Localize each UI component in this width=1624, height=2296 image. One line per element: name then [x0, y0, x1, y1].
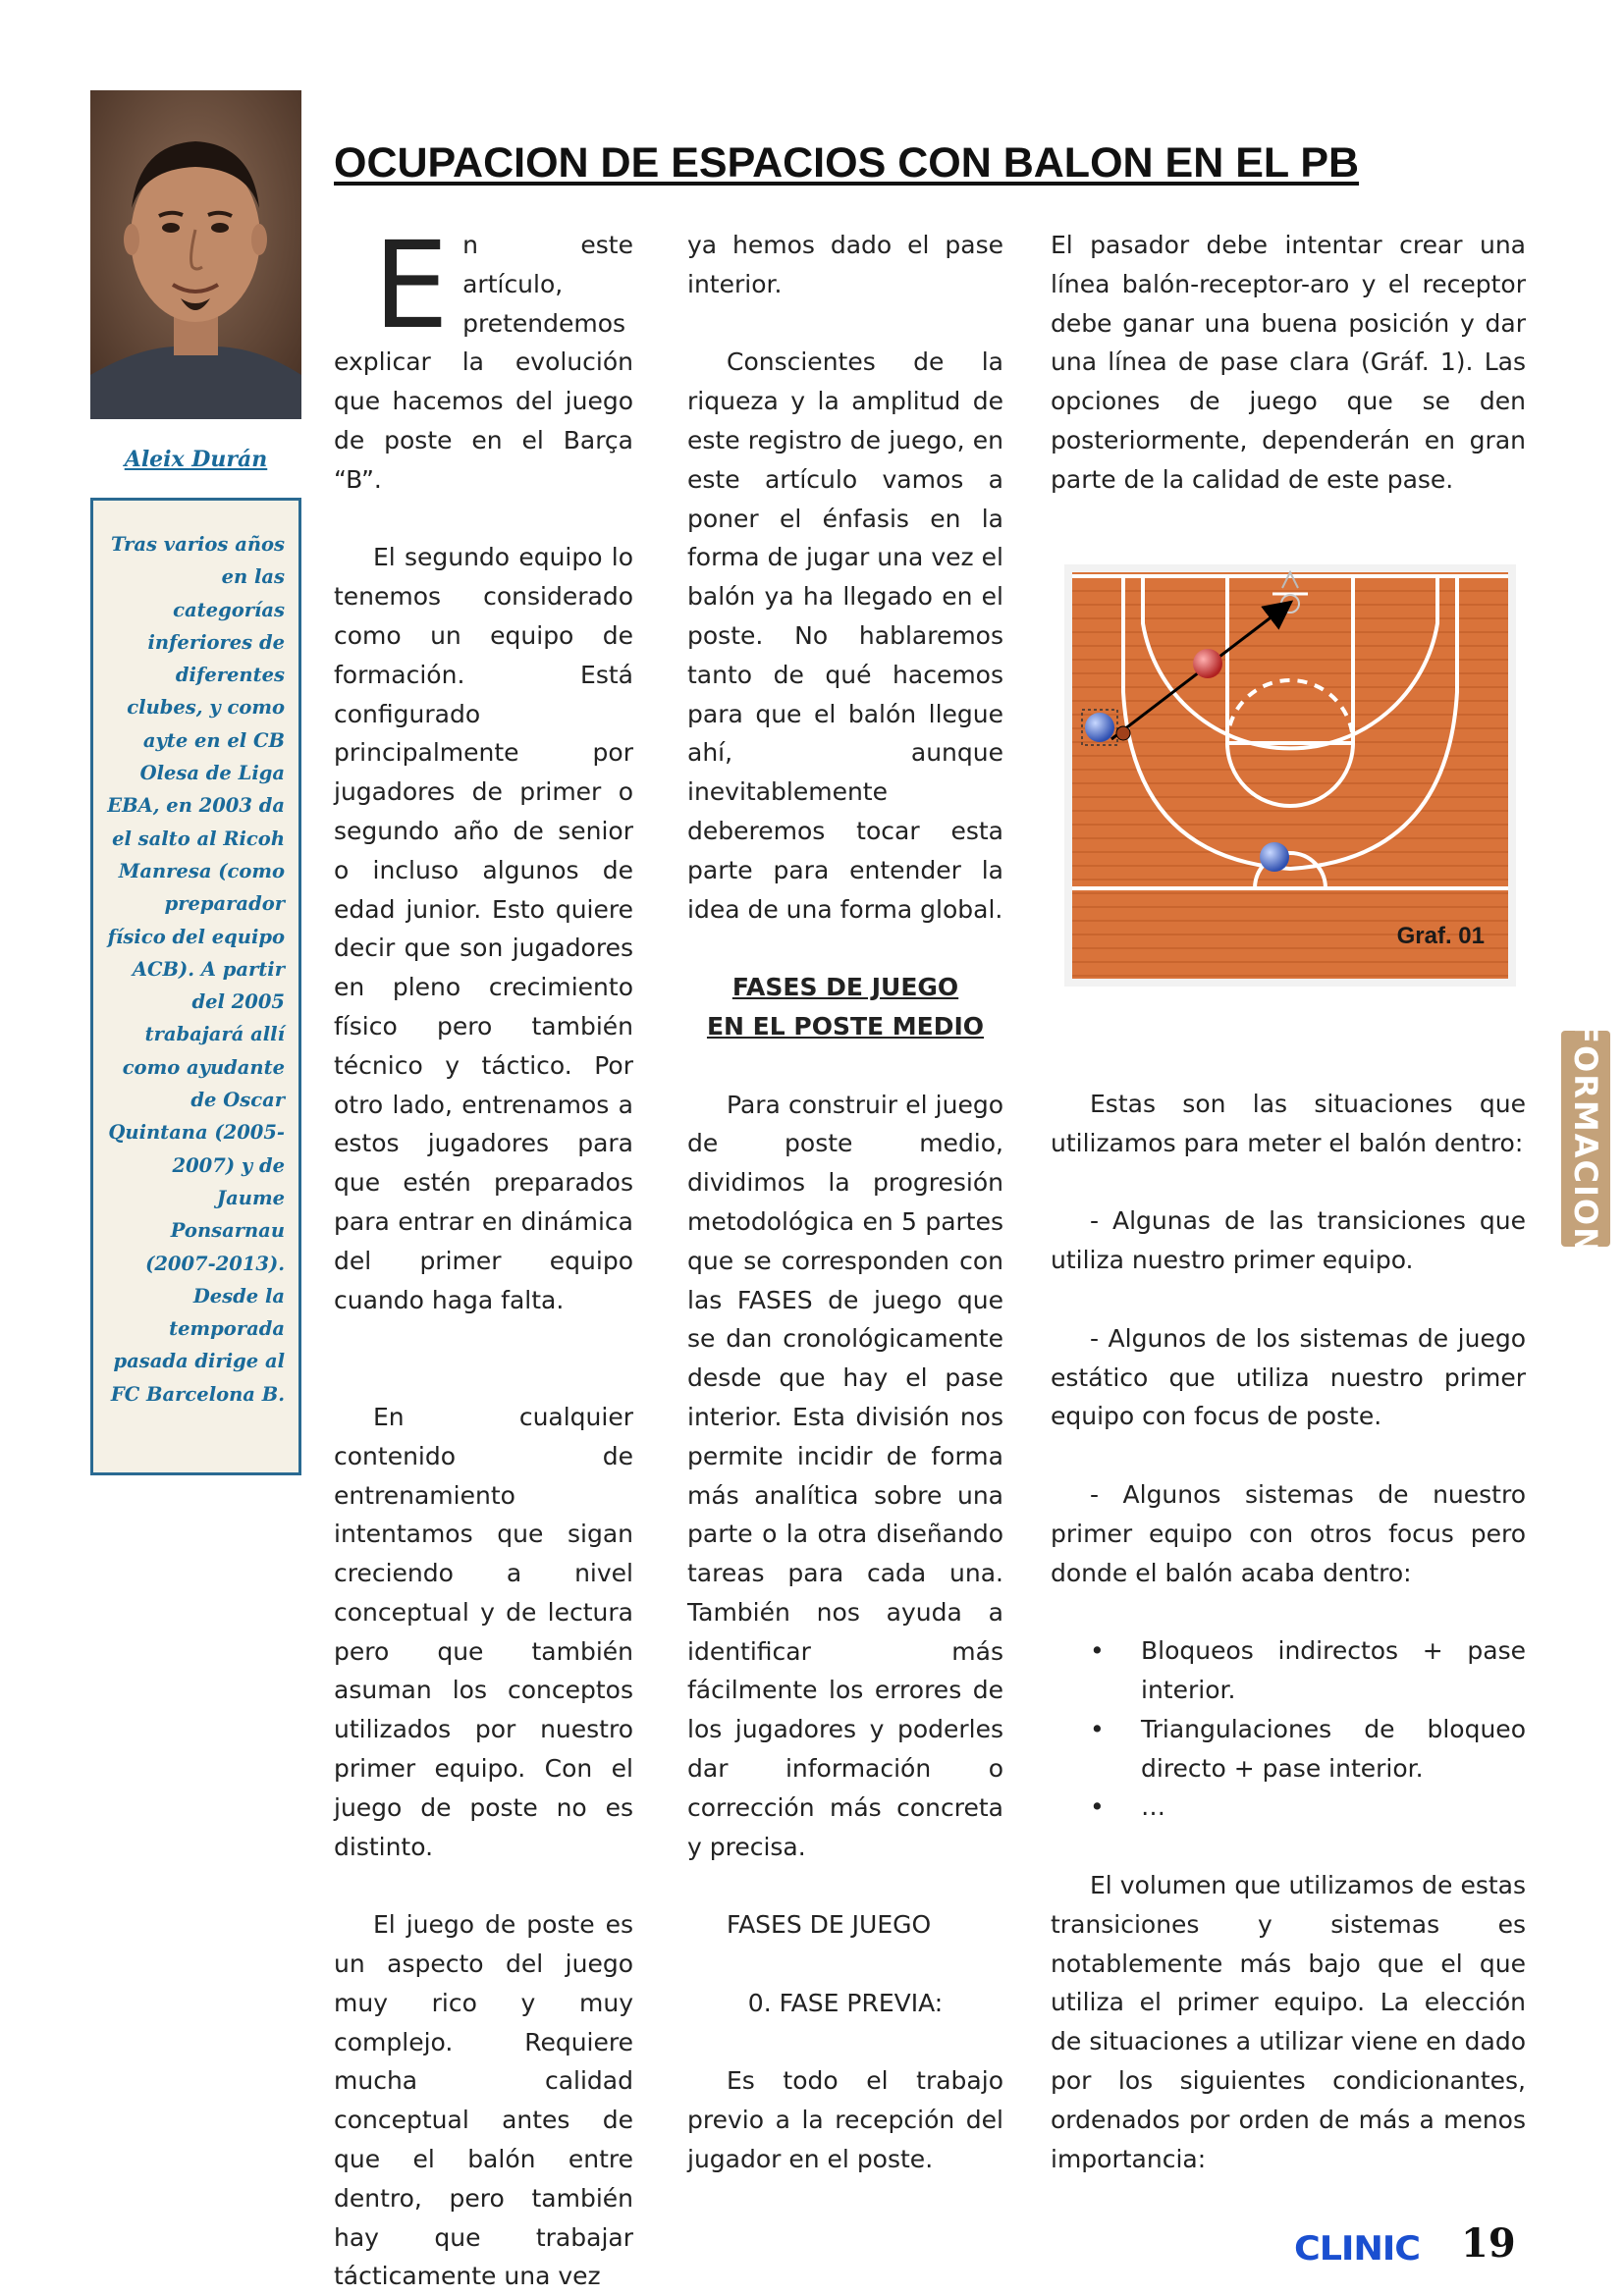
section-side-tab — [1561, 1022, 1610, 1255]
clinic-logo-svg — [1294, 2226, 1422, 2266]
col1-paragraph-3: En cualquier contenido de entrenamiento intentamos que sigan creciendo a nivel conceptual y de lectura pero que también asuman los conceptos utilizados por nuestro primer equipo. Con el juego de poste no es distinto. — [334, 1402, 633, 1861]
col3-paragraph-3: - Algunas de las transiciones que utiliza nuestro primer equipo. — [1051, 1206, 1526, 1275]
article-column-3-top — [1051, 226, 1526, 500]
bullet-item: • Triangulaciones de bloqueo directo + pase interior. — [1051, 1710, 1526, 1789]
section-heading — [687, 968, 1003, 1046]
author-bio-box — [90, 498, 301, 1475]
defender-marker — [1193, 649, 1222, 678]
clinic-logo-text: CLINIC — [1294, 2229, 1420, 2266]
court-floor — [1072, 572, 1508, 979]
col1-paragraph-1: n este artículo, pretendemos explicar la evolución que hacemos del juego de poste en el Barça “B”. — [334, 231, 633, 494]
section-side-tab-label: FORMACION — [1567, 1022, 1604, 1255]
player-marker — [1260, 842, 1289, 872]
ball-marker — [1116, 726, 1130, 740]
bullet-item: • … — [1051, 1788, 1526, 1827]
col2-paragraph-6: Es todo el trabajo previo a la recepción del jugador en el poste. — [687, 2066, 1003, 2174]
author-photo — [90, 90, 301, 419]
author-caption: Aleix Durán — [124, 447, 268, 472]
graph-label: Graf. 01 — [1396, 923, 1485, 949]
col2-paragraph-2: Conscientes de la riqueza y la amplitud de este registro de juego, en este artículo vamos a poner el énfasis en la forma de jugar una vez el balón ya ha llegado en el poste. No hablaremos tanto de qué hacemos para que el balón llegue ahí, aunque inevitablemente deberemos tocar esta parte para entender la idea de una forma global. — [687, 347, 1003, 924]
col1-paragraph-4: El juego de poste es un aspecto del juego muy rico y muy complejo. Requiere mucha calidad conceptual antes de que el balón entre dentro, pero también hay que trabajar tácticamente una vez — [334, 1910, 633, 2291]
section-heading-line-2: EN EL POSTE MEDIO — [706, 1011, 985, 1041]
col3-paragraph-1: El pasador debe intentar crear una línea balón-receptor-aro y el receptor debe ganar una buena posición y dar una línea de pase clara (Gráf. 1). Las opciones de juego que se den posteriormente, dependerán en gran parte de la calidad de este pase. — [1051, 231, 1526, 494]
article-column-2 — [687, 226, 1003, 2179]
col1-paragraph-2: El segundo equipo lo tenemos considerado como un equipo de formación. Está configurado principalmente por jugadores de primer o segundo año de senior o incluso algunos de edad junior. Esto quiere decir que son jugadores en pleno crecimiento físico pero también técnico y táctico. Por otro lado, entrenamos a estos jugadores para que estén preparados para entrar en dinámica del primer equipo cuando haga falta. — [334, 543, 633, 1314]
bullet-item: • Bloqueos indirectos + pase interior. — [1051, 1631, 1526, 1710]
court-diagram-svg — [1064, 564, 1516, 987]
col3-paragraph-2: Estas son las situaciones que utilizamos para meter el balón dentro: — [1051, 1090, 1526, 1157]
article-column-3-bottom — [1051, 1085, 1526, 2178]
passer-marker — [1085, 713, 1114, 742]
author-bio-text: Tras varios años en las categorías inferiores de diferentes clubes, y como ayte en el CB Olesa de Liga EBA, en 2003 da el salto al Ricoh Manresa (como preparador físico del equipo ACB). A partir del 2005 trabajará allí como ayudante de Oscar Quintana (2005-2007) y de Jaume Ponsarnau (2007-2013). Desde la temporada pasada dirige al FC Barcelona B. — [107, 533, 285, 1406]
col2-phase-0-label: 0. FASE PREVIA: — [747, 1988, 944, 2017]
col3-paragraph-6: El volumen que utilizamos de estas transiciones y sistemas es notablemente más bajo que el que utiliza el primer equipo. La elección de situaciones a utilizar viene en dado por los siguientes condicionantes, ordenados por orden de más a menos importancia: — [1051, 1870, 1526, 2173]
court-diagram — [1064, 564, 1516, 987]
col3-paragraph-4: - Algunos de los sistemas de juego estático que utiliza nuestro primer equipo con focus de poste. — [1051, 1323, 1526, 1431]
section-heading-line-1: FASES DE JUEGO — [731, 973, 959, 1002]
clinic-logo — [1294, 2226, 1422, 2266]
article-title: OCUPACION DE ESPACIOS CON BALON EN EL PB — [334, 139, 1360, 187]
article-column-1 — [334, 216, 633, 2296]
col2-phases-label: FASES DE JUEGO — [727, 1910, 932, 1940]
author-portrait-image — [90, 90, 301, 419]
drop-cap: E — [373, 216, 450, 355]
col3-paragraph-5: - Algunos sistemas de nuestro primer equipo con otros focus pero donde el balón acaba dentro: — [1051, 1479, 1526, 1587]
bullet-list — [1051, 1631, 1526, 1827]
col2-paragraph-3: Para construir el juego de poste medio, dividimos la progresión metodológica en 5 partes que se corresponden con las FASES de juego que se dan cronológicamente desde que hay el pase interior. Esta división nos permite incidir de forma más analítica sobre una parte o la otra diseñando tareas para cada una. También nos ayuda a identificar más fácilmente los errores de los jugadores y poderles dar información o corrección más concreta y precisa. — [687, 1090, 1003, 1861]
col2-paragraph-1: ya hemos dado el pase interior. — [687, 231, 1003, 298]
page-number: 19 — [1461, 2220, 1516, 2267]
